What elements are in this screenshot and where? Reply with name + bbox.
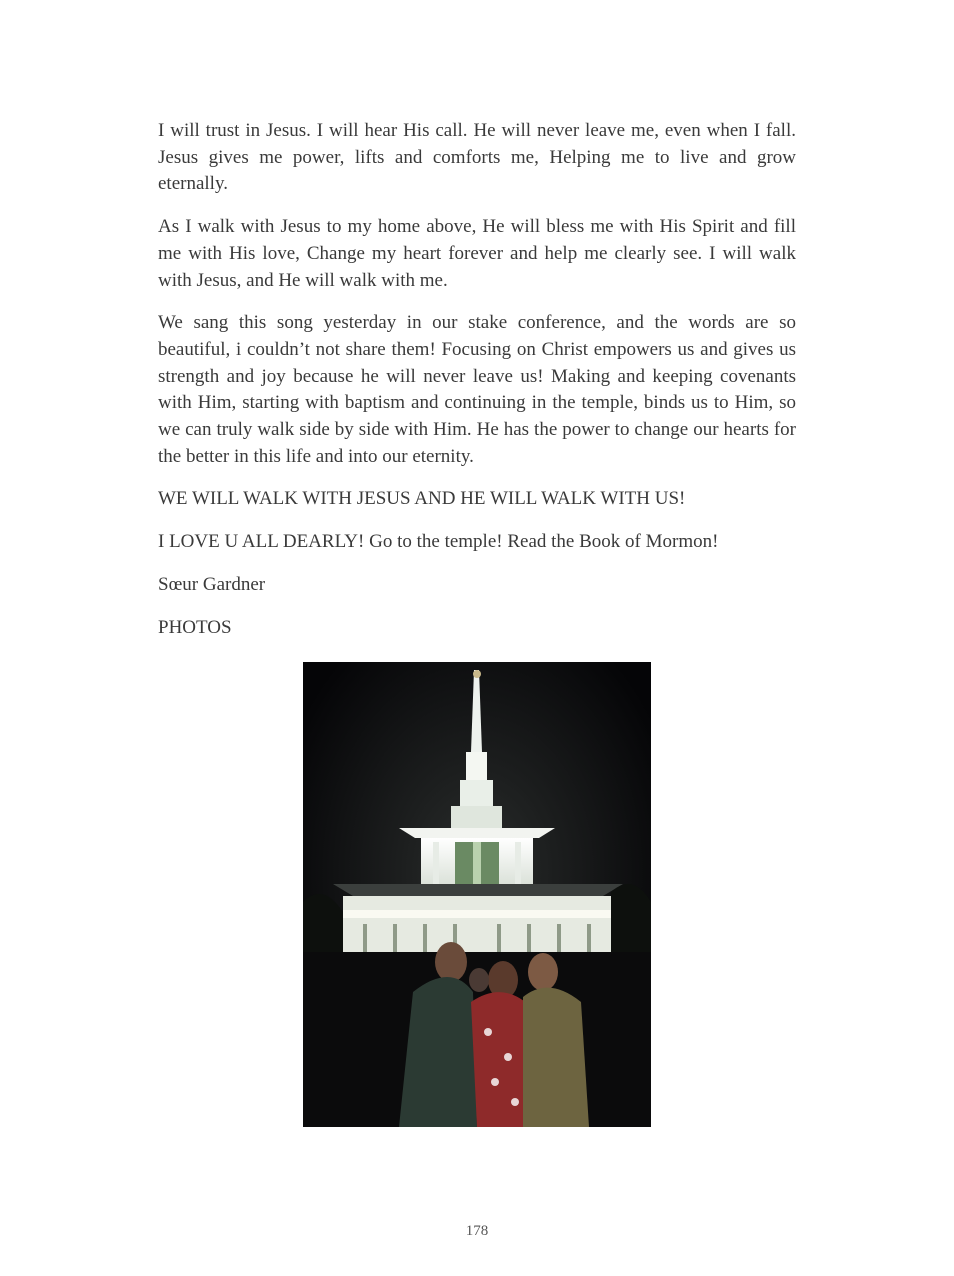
signature: Sœur Gardner [158, 573, 266, 595]
temple-photo-illustration [303, 662, 651, 1127]
page-number: 178 [465, 1223, 489, 1239]
temple-night-photo [303, 662, 651, 1127]
body-text [158, 118, 796, 657]
hymn-paragraph-2: As I walk with Jesus to my home above, He will bless me with His Spirit and fill me with His love, Change my heart forever and help me clearly see. I will walk with Jesus, and He will walk with me. [158, 216, 796, 291]
commentary-paragraph: We sang this song yesterday in our stake conference, and the words are so beautiful, i couldn’t not share them! Focusing on Christ empowers us and gives us strength and joy because he will never leave us! Making and keeping covenants with Him, starting with baptism and continuing in the temple, binds us to Him, so we can truly walk side by side with Him. He has the power to change our hearts for the better in this life and into our eternity. [158, 312, 796, 467]
closing-text: I LOVE U ALL DEARLY! Go to the temple! Read the Book of Mormon! [158, 531, 719, 553]
photos-label: PHOTOS [158, 616, 232, 638]
hymn-paragraph-1: I will trust in Jesus. I will hear His call. He will never leave me, even when I fall. Jesus gives me power, lifts and comforts me, Helping me to live and grow eternally. [158, 120, 796, 195]
headline-text: WE WILL WALK WITH JESUS AND HE WILL WALK WITH US! [158, 488, 686, 510]
